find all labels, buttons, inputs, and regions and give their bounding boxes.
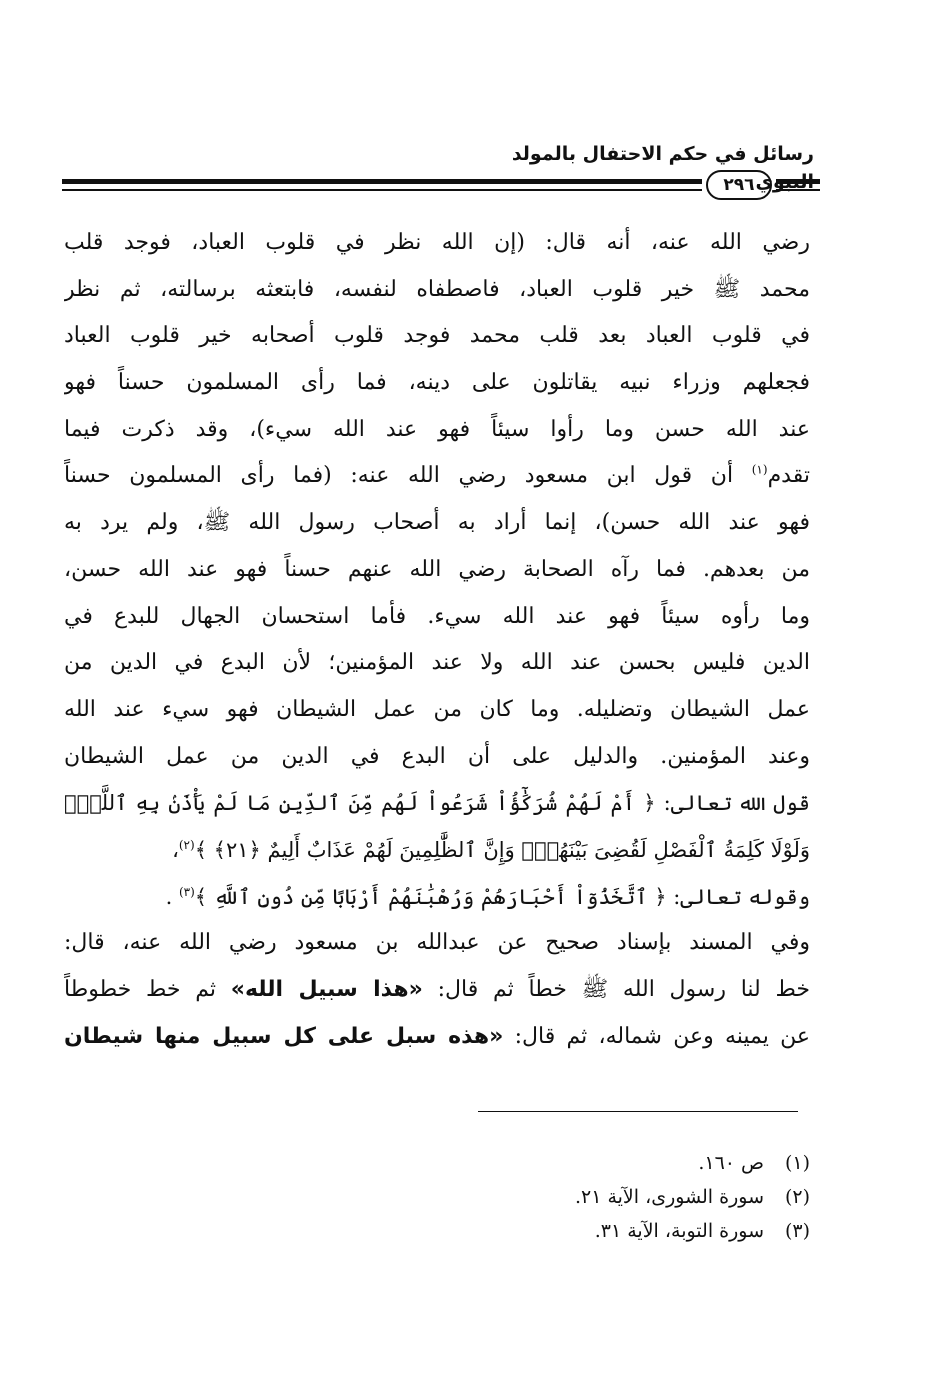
text-line: فجعلهم وزراء نبيه يقاتلون على دينه، فما رأى المسلمون حسناً فهو [64,370,810,396]
page-number: ٢٩٦ [706,170,772,200]
footnotes [350,1146,810,1248]
text-fragment: ثم خط خطوطاً [64,977,216,1002]
running-title: رسائل في حكم الاحتفال بالمولد النبوي [511,143,814,193]
footnote-text: سورة التوبة، الآية ٣١. [594,1220,764,1242]
text-line: وفي المسند بإسناد صحيح عن عبدالله بن مسعود رضي الله عنه، قال: [64,930,810,956]
body-text [64,220,810,1060]
quran-verse-line [64,827,810,874]
text-fragment: وَلَوْلَا كَلِمَةُ ٱلْفَصْلِ لَقُضِىَ بَيْنَهُمْۗ وَإِنَّ ٱلظَّٰلِمِينَ لَهُمْ عَذَابٌ أَلِيمٌ ﴿٢١﴾ ﴾ [194,837,810,862]
text-fragment: وقوله تعالى: ﴿ ٱتَّخَذُوٓاْ أَحْبَارَهُمْ وَرُهْبَٰنَهُمْ أَرْبَابًا مِّن دُونِ ٱللَّهِ ﴾ [194,884,810,909]
footnote [350,1214,810,1248]
text-line: رضي الله عنه، أنه قال: (إن الله نظر في قلوب العباد، فوجد قلب [64,230,810,255]
footnote-separator [478,1111,798,1112]
footnote-mark: (١) [751,463,768,478]
footnote [350,1146,810,1180]
header-rule-end [776,179,820,191]
text-line [64,453,810,500]
text-fragment: خط لنا رسول الله ﷺ خطاً ثم قال: [437,977,810,1002]
text-line: محمد ﷺ خير قلوب العباد، فاصطفاه لنفسه، فابتعثه برسالته، ثم نظر [64,276,810,302]
text-line: وما رأوه سيئاً فهو عند الله سيء. فأما استحسان الجهال للبدع في [64,603,810,629]
footnote-number: (١) [784,1152,810,1174]
text-line: وعند المؤمنين. والدليل على أن البدع في الدين من عمل الشيطان [64,743,810,769]
footnote-mark: (٢) [178,837,195,852]
text-line: الدين فليس بحسن عند الله ولا عند المؤمنين؛ لأن البدع في الدين من [64,650,810,676]
header-rule [62,179,702,191]
text-fragment: تقدم [767,463,810,489]
footnote-number: (٣) [784,1220,810,1242]
text-line: عمل الشيطان وتضليله. وما كان من عمل الشيطان فهو سيء عند الله [64,696,810,722]
text-line [64,967,810,1014]
text-line [64,1014,810,1061]
hadith-quote: «هذه سبل على كل سبيل منها شيطان [64,1023,504,1049]
footnote [350,1180,810,1214]
quran-verse-line: قول الله تعالى: ﴿ أَمْ لَهُمْ شُرَكَٰٓؤُاْ شَرَعُواْ لَهُم مِّنَ ٱلدِّينِ مَا لَمْ يَأْذَنۢ بِهِ ٱللَّهُۚ [64,791,810,816]
text-line: في قلوب العباد بعد قلب محمد فوجد قلوب أصحابه خير قلوب العباد [64,323,810,349]
text-line: فهو عند الله حسن)، إنما أراد به أصحاب رسول الله ﷺ، ولم يرد به [64,510,810,536]
text-fragment: أن قول ابن مسعود رضي الله عنه: (فما رأى المسلمون حسناً [64,463,734,489]
footnote-number: (٢) [784,1186,810,1208]
footnote-text: ص ١٦٠. [698,1152,764,1174]
text-line: من بعدهم. فما رآه الصحابة رضي الله عنهم حسناً فهو عند الله حسن، [64,556,810,582]
text-fragment: عن يمينه وعن شماله، ثم قال: [514,1023,810,1049]
footnote-text: سورة الشورى، الآية ٢١. [574,1186,764,1208]
footnote-mark: (٣) [178,884,195,899]
text-line: عند الله حسن وما رأوا سيئاً فهو عند الله سيء)، وقد ذكرت فيما [64,416,810,442]
quran-verse-line [64,874,810,921]
punctuation: ، [172,837,179,862]
hadith-quote: «هذا سبيل الله» [230,977,423,1002]
punctuation: . [165,884,173,909]
